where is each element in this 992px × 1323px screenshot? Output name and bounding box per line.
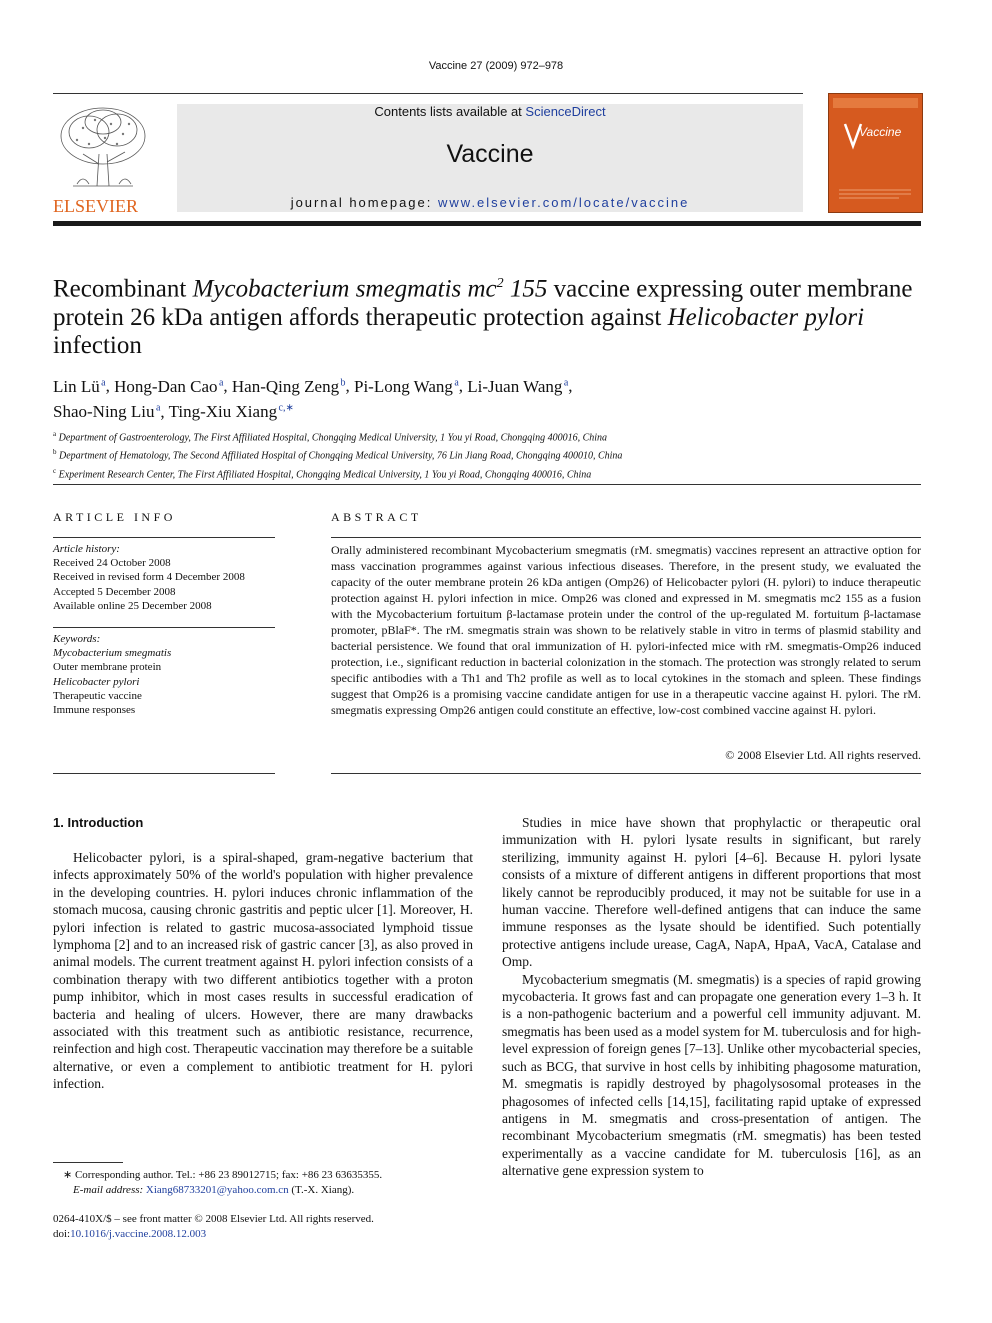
copyright: © 2008 Elsevier Ltd. All rights reserved. — [725, 748, 921, 762]
title-organism: Mycobacterium smegmatis mc — [192, 275, 497, 303]
homepage-link[interactable]: www.elsevier.com/locate/vaccine — [438, 195, 690, 210]
history-item: Available online 25 December 2008 — [53, 599, 212, 612]
paragraph: Helicobacter pylori, is a spiral-shaped, gram-negative bacterium that infects approximately 50% of the world's population with higher prevalence in the developing countries. H. pylori induces chronic inflammation of the stomach mucosa, causing chronic gastritis and peptic ulcer [1]. Moreover, H. pylori infection is related to gastric mucosa-associated lymphoid tissue lymphoma [2] and to an increased risk of gastric cancer [3], as also proved in animal models. The current treatment against H. pylori infection consists of a combination therapy with two different antibiotics together with a proton pump inhibitor, which in most cases results in successful eradication of bacteria and healing of ulcers. However, there are many drawbacks associated with this treatment such as antibiotic resistance, recurrence, reinfection and high cost. Therapeutic vaccination may therefore be a suitable alternative, or even a complement to antibiotic treatment for H. pylori infection. — [53, 850, 473, 1092]
page-footer — [53, 1212, 473, 1242]
corresponding-author: ∗ Corresponding author. Tel.: +86 23 89012715; fax: +86 23 63635355. — [63, 1169, 383, 1181]
header-top-rule — [53, 93, 803, 94]
doi-link[interactable]: 10.1016/j.vaccine.2008.12.003 — [70, 1228, 207, 1240]
author[interactable]: Pi-Long Wang $^a$ — [354, 376, 459, 396]
history-item: Accepted 5 December 2008 — [53, 585, 176, 598]
title-pathogen: Helicobacter pylori — [667, 303, 865, 331]
affiliation: $^b$ Department of Hematology, The Second Affiliated Hospital of Chongqing Medical University, 76 Lin Jiang Road, Chongqing 400010, China — [53, 448, 623, 462]
journal-citation: Vaccine 27 (2009) 972–978 — [428, 60, 564, 72]
author[interactable]: Han-Qing Zeng $^b$ — [231, 376, 346, 396]
author[interactable]: Hong-Dan Cao $^a$ — [114, 376, 224, 396]
article-info-heading: ARTICLE INFO — [53, 510, 176, 524]
author[interactable]: Lin Lü $^a$ — [53, 376, 106, 396]
abstract-text: Orally administered recombinant Mycobacterium smegmatis (rM. smegmatis) vaccines represent an attractive option for mass vaccination programmes against various infectious diseases. Therefore, in the present study, we evaluated the capacity of the outer membrane protein 26 kDa antigen (Omp26) of Helicobacter pylori (H. pylori) to induce therapeutic protection against H. pylori infection in mice. Omp26 was cloned and expressed in M. smegmatis mc2 155 as a fusion with the Mycobacterium fortuitum β-lactamase protein under the control of the up-regulated M. fortuitum β-lactamase promoter, pBlaF*. The rM. smegmatis strain was shown to be relatively stable in vitro in terms of plasmid stability and bacterial persistence. We found that oral immunization of H. pylori-infected mice with rM. smegmatis-Omp26 induced protection, i.e., significant reduction in bacterial colonization in the stomach. The protection was strongly related to serum specific antibodies with a Th1 and Th2 profile as well as to local cytokines in the stomach and spleen. These findings suggest that Omp26 is a promising vaccine candidate antigen for use in a therapeutic vaccine against H. pylori. The rM. smegmatis expressing Omp26 antigen could constitute an effective, low-cost combined vaccine against H. pylori. — [331, 543, 921, 717]
paragraph: Studies in mice have shown that prophylactic or therapeutic oral immunization with H. pylori lysate results in significant, but rarely sterilizing, immunity against H. pylori [4–6]. Because H. pylori lysate consists of a mixture of different antigens in different proportions that most likely cannot be reproducibly produced, it may not be suitable for use in a human vaccine. Therefore well-defined antigens that can induce the same immune responses as the lysate should be identified. Such potentially protective antigens include urease, CagA, NapA, HpaA, VacA, Catalase and Omp. — [502, 815, 921, 970]
divider — [53, 627, 275, 628]
footnote-rule — [53, 1162, 123, 1163]
journal-name: Vaccine — [446, 140, 534, 168]
elsevier-logo — [53, 104, 153, 216]
paragraph: Mycobacterium smegmatis (M. smegmatis) is a species of rapid growing mycobacteria. It grows fast and can propagate one generation every 1–3 h. It is a non-pathogenic bacterium and a powerful cell immunity adjuvant. M. smegmatis has been used as a model system for M. tuberculosis and for high-level expression of foreign genes [7–13]. Unlike other mycobacterial species, such as BCG, that survive in host cells by inhibiting phagosome maturation, M. smegmatis is rapidly destroyed by phagolysosomal proteases in the phagosomes of infected cells [14,15], facilitating rapid uptake of expressed antigens in M. smegmatis and cross-presentation of antigen. The recombinant Mycobacterium smegmatis (rM. smegmatis) has been tested experimentally as a vaccine candidate for M. tuberculosis [16], as an alternative gene expression system to — [502, 971, 921, 1179]
affiliation: $^c$ Experiment Research Center, The First Affiliated Hospital, Chongqing Medical University, 1 You yi Road, Chongqing 400016, China — [53, 466, 592, 480]
keyword: Mycobacterium smegmatis — [53, 647, 172, 660]
keyword: Therapeutic vaccine — [53, 689, 142, 702]
email-link[interactable]: Xiang68733201@yahoo.com.cn — [145, 1183, 289, 1196]
header-thick-rule — [53, 221, 921, 226]
title-part: Recombinant — [53, 275, 193, 303]
section-heading: 1. Introduction — [53, 815, 144, 830]
divider — [53, 484, 921, 485]
history-label: Article history: — [53, 543, 120, 555]
keyword: Immune responses — [53, 704, 136, 717]
article-history — [53, 542, 275, 613]
divider — [53, 537, 275, 538]
author-list: Lin Lü $^a$, Hong-Dan Cao $^a$, Han-Qing Zeng $^b$, Pi-Long Wang $^a$, Li-Juan Wang $^a$, Shao-Ning Liu $^a$, Ting-Xiu Xiang $^{c,∗}$ — [53, 376, 573, 422]
author[interactable]: Shao-Ning Liu $^a$ — [53, 402, 161, 422]
author[interactable]: Li-Juan Wang $^a$ — [467, 376, 569, 396]
contents-line — [177, 104, 803, 119]
divider — [53, 773, 275, 774]
keyword: Outer membrane protein — [53, 661, 162, 674]
title-superscript: 2 — [496, 276, 504, 291]
elsevier-tree-icon — [53, 104, 153, 216]
author-corresponding[interactable]: Ting-Xiu Xiang $^{c,∗}$ — [168, 402, 294, 422]
journal-homepage — [177, 195, 803, 210]
title-part: vaccine expressing outer membrane protein 26 kDa antigen affords therapeutic protection against — [53, 275, 913, 331]
body-column-right — [502, 814, 921, 1180]
homepage-prefix: journal homepage: — [290, 195, 438, 210]
keywords-label: Keywords: — [53, 633, 101, 645]
divider — [331, 537, 921, 538]
cover-title: Vaccine — [859, 125, 902, 139]
footnote — [53, 1168, 473, 1197]
keyword: Helicobacter pylori — [53, 675, 140, 688]
history-item: Received 24 October 2008 — [53, 557, 171, 570]
keywords — [53, 632, 275, 717]
history-item: Received in revised form 4 December 2008 — [53, 571, 245, 584]
divider — [331, 773, 921, 774]
issn-line: 0264-410X/$ – see front matter © 2008 Elsevier Ltd. All rights reserved. — [53, 1213, 374, 1225]
article-title — [53, 270, 913, 361]
elsevier-wordmark: ELSEVIER — [53, 196, 138, 216]
body-column-left — [53, 849, 473, 1093]
affiliations — [53, 427, 921, 482]
doi-label: doi: — [53, 1228, 71, 1240]
email-suffix: (T.-X. Xiang). — [288, 1183, 355, 1196]
abstract-heading: ABSTRACT — [331, 510, 422, 524]
affiliation: $^a$ Department of Gastroenterology, The First Affiliated Hospital, Chongqing Medical University, 1 You yi Road, Chongqing 400016, China — [53, 430, 608, 444]
email-label: E-mail address: — [73, 1183, 146, 1196]
contents-prefix: Contents lists available at — [374, 104, 526, 119]
title-part: infection — [53, 332, 142, 360]
journal-cover-image — [828, 93, 923, 213]
sciencedirect-link[interactable]: ScienceDirect — [525, 104, 606, 119]
title-strain: 155 — [503, 275, 548, 303]
